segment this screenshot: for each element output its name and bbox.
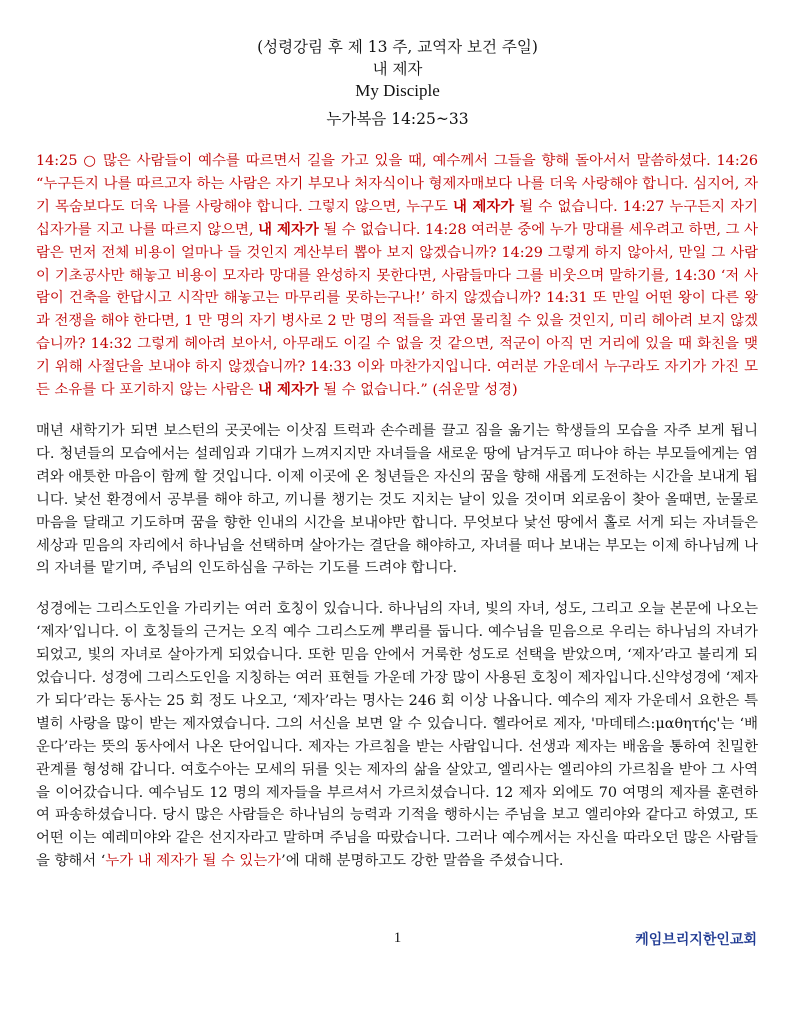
scripture-bold-1: 내 제자가 [453, 197, 515, 215]
scripture-reference: 누가복음 14:25~33 [326, 110, 469, 128]
scripture-text-4: 될 수 없습니다.” (쉬운말 성경) [318, 382, 518, 399]
body-paragraph-2 [36, 598, 758, 873]
scripture-bold-2: 내 제자가 [258, 220, 319, 238]
title-english: My Disciple [355, 81, 440, 100]
scripture-text-3: 될 수 없습니다. 14:28 여러분 중에 누가 망대를 세우려고 하면, 그 사람은 먼저 전체 비용이 얼마나 들 것인지 계산부터 뽑아 보지 않겠습니까? 14:29 그렇게 하지 않아서, 만일 그 사람이 기초공사만 해놓고 비용이 모자라 망대를 완성하지 못한다면, 사람들마다 그를 비웃으며 말하기를, 14:30 ‘저 사람이 건축을 한답시고 시작만 해놓고는 마무리를 못하는구나!’ 하지 않겠습니까? 14:31 또 만일 어떤 왕이 다른 왕과 전쟁을 해야 한다면, 1 만 명의 자기 병사로 2 만 명의 적들을 과연 물리칠 수 있을 것인지, 미리 헤아려 보지 않겠습니까? 14:32 그렇게 헤아려 보아서, 아무래도 이길 수 없을 것 같으면, 적군이 아직 먼 거리에 있을 때 화친을 맺기 위해 사절단을 보내야 하지 않겠습니까? 14:33 이와 마찬가지입니다. 여러분 가운데서 누구라도 자기가 가진 모든 소유를 다 포기하지 않는 사람은 [36, 221, 758, 399]
page-number: 1 [393, 930, 402, 946]
scripture-text-2: 될 수 없습니다. 14:27 누구든지 자기 십자가를 지고 나를 따르지 않으면, [36, 198, 758, 238]
sermon-header [0, 36, 795, 130]
scripture-bold-3: 내 제자가 [258, 381, 319, 399]
title-korean: 내 제자 [372, 60, 423, 78]
scripture-text-1: 14:25 ○ 많은 사람들이 예수를 따르면서 길을 가고 있을 때, 예수께서 그들을 향해 돌아서서 말씀하셨다. 14:26 “누구든지 나를 따르고자 하는 사람은 자기 부모나 처자식이나 형제자매보다 나를 더욱 사랑해야 합니다. 심지어, 자기 목숨보다도 더욱 나를 사랑해야 합니다. 그렇지 않으면, 누구도 [36, 153, 758, 215]
paragraph-2-text-b: ’에 대해 분명하고도 강한 말씀을 주셨습니다. [281, 853, 564, 870]
sermon-content [36, 150, 758, 891]
paragraph-2-text-a: 성경에는 그리스도인을 가리키는 여러 호칭이 있습니다. 하나님의 자녀, 빛의 자녀, 성도, 그리고 오늘 본문에 나오는 ‘제자’입니다. 이 호칭들의 근거는 오직 예수 그리스도께 뿌리를 둡니다. 예수님을 믿음으로 우리는 하나님의 자녀가 되었고, 빛의 자녀로 살아가게 되었습니다. 또한 믿음 안에서 거룩한 성도로 선택을 받았으며, ‘제자’라고 불리게 되었습니다. 성경에 그리스도인을 지칭하는 여러 표현들 가운데 가장 많이 사용된 호칭이 제자입니다.신약성경에 ‘제자가 되다’라는 동사는 25 회 정도 나오고, ‘제자’라는 명사는 246 회 이상 나옵니다. 예수의 제자 가운데서 요한은 특별히 사랑을 많이 받는 제자였습니다. 그의 서신을 보면 알 수 있습니다. 헬라어로 제자, '마데테스:μαθητής'는 ‘배운다’라는 뜻의 동사에서 나온 단어입니다. 제자는 가르침을 받는 사람입니다. 선생과 제자는 배움을 통하여 친밀한 관계를 형성해 갑니다. 여호수아는 모세의 뒤를 잇는 제자의 삶을 살았고, 엘리사는 엘리야의 가르침을 받아 그 사역을 이어갔습니다. 예수님도 12 명의 제자들을 부르셔서 가르치셨습니다. 12 제자 외에도 70 여명의 제자를 훈련하여 파송하셨습니다. 당시 많은 사람들은 하나님의 능력과 기적을 행하시는 주님을 보고 엘리야와 같다고 하였고, 또 어떤 이는 예레미야와 같은 선지자라고 말하며 주님을 따랐습니다. 그러나 예수께서는 자신을 따라오던 많은 사람들을 향해서 ‘ [36, 601, 758, 870]
scripture-passage [36, 150, 758, 402]
church-name: 케임브리지한인교회 [635, 932, 757, 948]
occasion-line: (성령강림 후 제 13 주, 교역자 보건 주일) [257, 38, 538, 56]
body-paragraph-1: 매년 새학기가 되면 보스턴의 곳곳에는 이삿짐 트럭과 손수레를 끌고 짐을 옮기는 학생들의 모습을 자주 보게 됩니다. 청년들의 모습에서는 설레임과 기대가 느껴지지만 자녀들을 새로운 땅에 남겨두고 떠나야 하는 부모들에게는 염려와 애틋한 마음이 함께 할 것입니다. 이제 이곳에 온 청년들은 자신의 꿈을 향해 새롭게 도전하는 시간을 보내게 됩니다. 낯선 환경에서 공부를 해야 하고, 끼니를 챙기는 것도 지치는 날이 있을 것이며 외로움이 찾아 올때면, 눈물로 마음을 달래고 기도하며 꿈을 향한 인내의 시간을 보내야만 합니다. 무엇보다 낯선 땅에서 홀로 서게 되는 자녀들은 세상과 믿음의 자리에서 하나님을 선택하며 살아가는 결단을 해야하고, 자녀를 떠나 보내는 부모는 이제 하나님께 나의 자녀를 맡기며, 주님의 인도하심을 구하는 기도를 드려야 합니다. [36, 422, 758, 577]
paragraph-2-highlight: 누가 내 제자가 될 수 있는가 [105, 853, 282, 870]
